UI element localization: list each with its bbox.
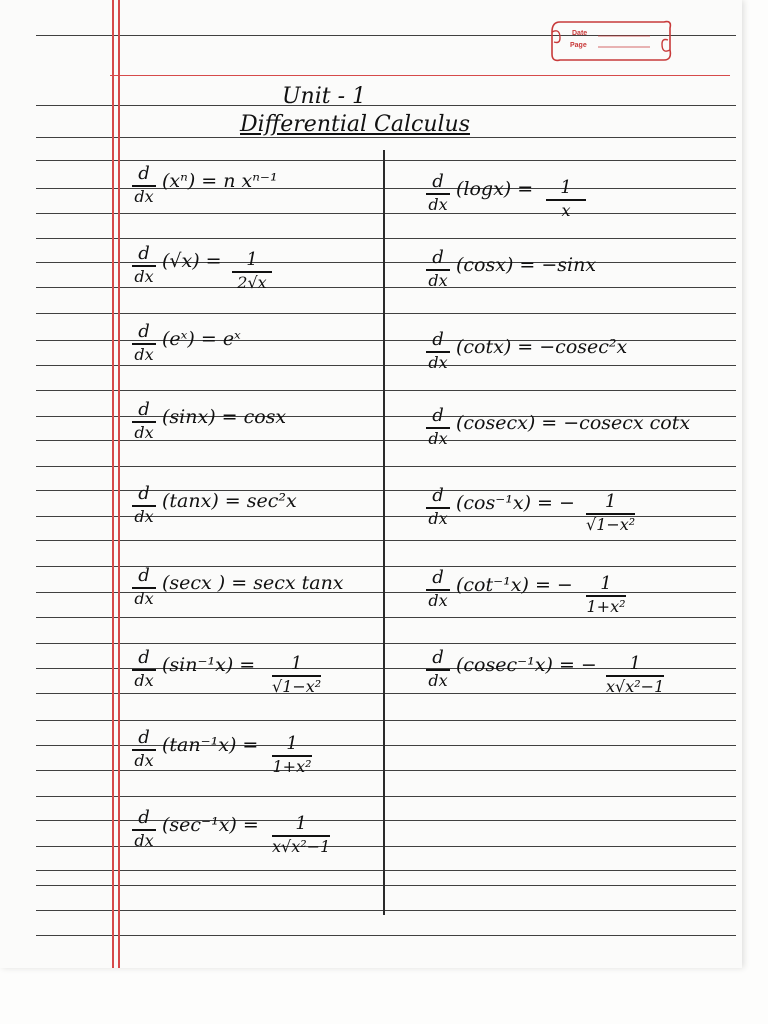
formula-asin <box>132 648 382 706</box>
result-fraction <box>272 734 312 776</box>
result-numerator: 1 <box>295 813 307 834</box>
result-denominator: x√x²−1 <box>606 676 665 696</box>
operator-numerator: d <box>138 565 150 586</box>
result-fraction <box>586 574 626 616</box>
operator-numerator: d <box>432 567 444 588</box>
operator-numerator: d <box>138 727 150 748</box>
result-numerator: 1 <box>560 177 572 198</box>
operator-numerator: d <box>138 243 150 264</box>
result-numerator: 1 <box>600 573 612 594</box>
unit-title: Unit - 1 <box>282 84 367 109</box>
formula-expression: (cot⁻¹x) = − <box>456 574 573 596</box>
formula-expression: (sin⁻¹x) = <box>162 654 256 676</box>
operator-numerator: d <box>432 647 444 668</box>
formula-expression: (cotx) = −cosec²x <box>456 336 628 358</box>
derivative-operator <box>132 648 156 690</box>
subject-title: Differential Calculus <box>240 112 470 137</box>
operator-numerator: d <box>432 171 444 192</box>
operator-denominator: dx <box>134 506 154 526</box>
ruled-line <box>36 870 736 871</box>
ruled-line <box>36 160 736 161</box>
result-fraction <box>546 178 586 220</box>
operator-denominator: dx <box>428 508 448 528</box>
header-red-line <box>110 75 730 76</box>
ruled-line <box>36 105 736 106</box>
ruled-line <box>36 643 736 644</box>
result-denominator: 2√x <box>237 272 267 292</box>
result-fraction <box>606 654 664 696</box>
formula-exp <box>132 322 382 380</box>
page-label: Page <box>570 42 587 49</box>
ruled-line <box>36 466 736 467</box>
formula-cos <box>426 248 676 306</box>
operator-numerator: d <box>138 647 150 668</box>
result-denominator: 1+x² <box>272 756 312 776</box>
ruled-line <box>36 390 736 391</box>
result-denominator: x <box>561 200 571 220</box>
derivative-operator <box>132 164 156 206</box>
ruled-line <box>36 885 736 886</box>
formula-cot <box>426 330 676 388</box>
operator-denominator: dx <box>134 830 154 850</box>
formula-atan <box>132 728 382 786</box>
operator-denominator: dx <box>134 186 154 206</box>
derivative-operator <box>132 728 156 770</box>
formula-expression: (logx) = <box>456 178 534 200</box>
result-denominator: 1+x² <box>586 596 626 616</box>
ruled-line <box>36 910 736 911</box>
result-fraction <box>586 492 635 534</box>
operator-numerator: d <box>432 247 444 268</box>
formula-expression: (tan⁻¹x) = <box>162 734 259 756</box>
ruled-line <box>36 313 736 314</box>
result-denominator: √1−x² <box>586 514 636 534</box>
result-numerator: 1 <box>246 249 258 270</box>
formula-acosec <box>426 648 676 706</box>
derivative-operator <box>132 566 156 608</box>
derivative-operator <box>132 322 156 364</box>
formula-asec <box>132 808 382 866</box>
operator-numerator: d <box>138 163 150 184</box>
formula-expression: (cosecx) = −cosecx cotx <box>456 412 691 434</box>
result-numerator: 1 <box>286 733 298 754</box>
ruled-line <box>36 796 736 797</box>
operator-numerator: d <box>138 807 150 828</box>
formula-expression: (cos⁻¹x) = − <box>456 492 575 514</box>
derivative-operator <box>426 486 450 528</box>
derivative-operator <box>426 172 450 214</box>
formula-expression: (xⁿ) = n xⁿ⁻¹ <box>162 170 278 192</box>
derivative-operator <box>426 248 450 290</box>
formula-sqrt <box>132 244 382 302</box>
formula-expression: (tanx) = sec²x <box>162 490 297 512</box>
result-fraction <box>272 814 330 856</box>
formula-log <box>426 172 676 230</box>
result-denominator: √1−x² <box>272 676 322 696</box>
ruled-line <box>36 137 736 138</box>
derivative-operator <box>132 484 156 526</box>
ruled-line <box>36 238 736 239</box>
formula-expression: (cosec⁻¹x) = − <box>456 654 597 676</box>
operator-denominator: dx <box>134 422 154 442</box>
operator-numerator: d <box>138 399 150 420</box>
column-divider <box>383 150 385 915</box>
derivative-operator <box>132 400 156 442</box>
derivative-operator <box>132 244 156 286</box>
derivative-operator <box>426 406 450 448</box>
margin-line-1 <box>112 0 114 968</box>
formula-expression: (cosx) = −sinx <box>456 254 597 276</box>
result-numerator: 1 <box>604 491 617 512</box>
formula-acot <box>426 568 676 626</box>
formula-sin <box>132 400 382 458</box>
formula-xn <box>132 164 382 222</box>
operator-denominator: dx <box>428 428 448 448</box>
formula-expression: (secx ) = secx tanx <box>162 572 344 594</box>
operator-numerator: d <box>138 321 150 342</box>
formula-expression: (sinx) = cosx <box>162 406 287 428</box>
ruled-line <box>36 720 736 721</box>
formula-expression: (sec⁻¹x) = <box>162 814 259 836</box>
operator-numerator: d <box>138 483 150 504</box>
derivative-operator <box>426 330 450 372</box>
operator-denominator: dx <box>134 670 154 690</box>
operator-denominator: dx <box>134 750 154 770</box>
result-numerator: 1 <box>629 653 641 674</box>
formula-expression: (eˣ) = eˣ <box>162 328 241 350</box>
result-numerator: 1 <box>290 653 303 674</box>
formula-expression: (√x) = <box>162 250 222 272</box>
result-fraction <box>232 250 272 292</box>
scroll-stamp-icon <box>546 14 676 68</box>
operator-denominator: dx <box>428 590 448 610</box>
derivative-operator <box>426 568 450 610</box>
operator-numerator: d <box>432 329 444 350</box>
margin-line-2 <box>118 0 120 968</box>
operator-denominator: dx <box>428 194 448 214</box>
derivative-operator <box>132 808 156 850</box>
operator-numerator: d <box>432 485 444 506</box>
derivative-operator <box>426 648 450 690</box>
operator-denominator: dx <box>134 344 154 364</box>
operator-denominator: dx <box>428 270 448 290</box>
result-fraction <box>272 654 321 696</box>
operator-denominator: dx <box>134 266 154 286</box>
result-denominator: x√x²−1 <box>272 836 331 856</box>
operator-denominator: dx <box>428 352 448 372</box>
operator-numerator: d <box>432 405 444 426</box>
formula-tan <box>132 484 382 542</box>
date-page-stamp <box>546 14 676 68</box>
ruled-line <box>36 935 736 936</box>
operator-denominator: dx <box>134 588 154 608</box>
formula-sec <box>132 566 382 624</box>
formula-cosec <box>426 405 691 464</box>
formula-acos <box>426 486 676 544</box>
date-label: Date <box>572 30 588 37</box>
operator-denominator: dx <box>428 670 448 690</box>
